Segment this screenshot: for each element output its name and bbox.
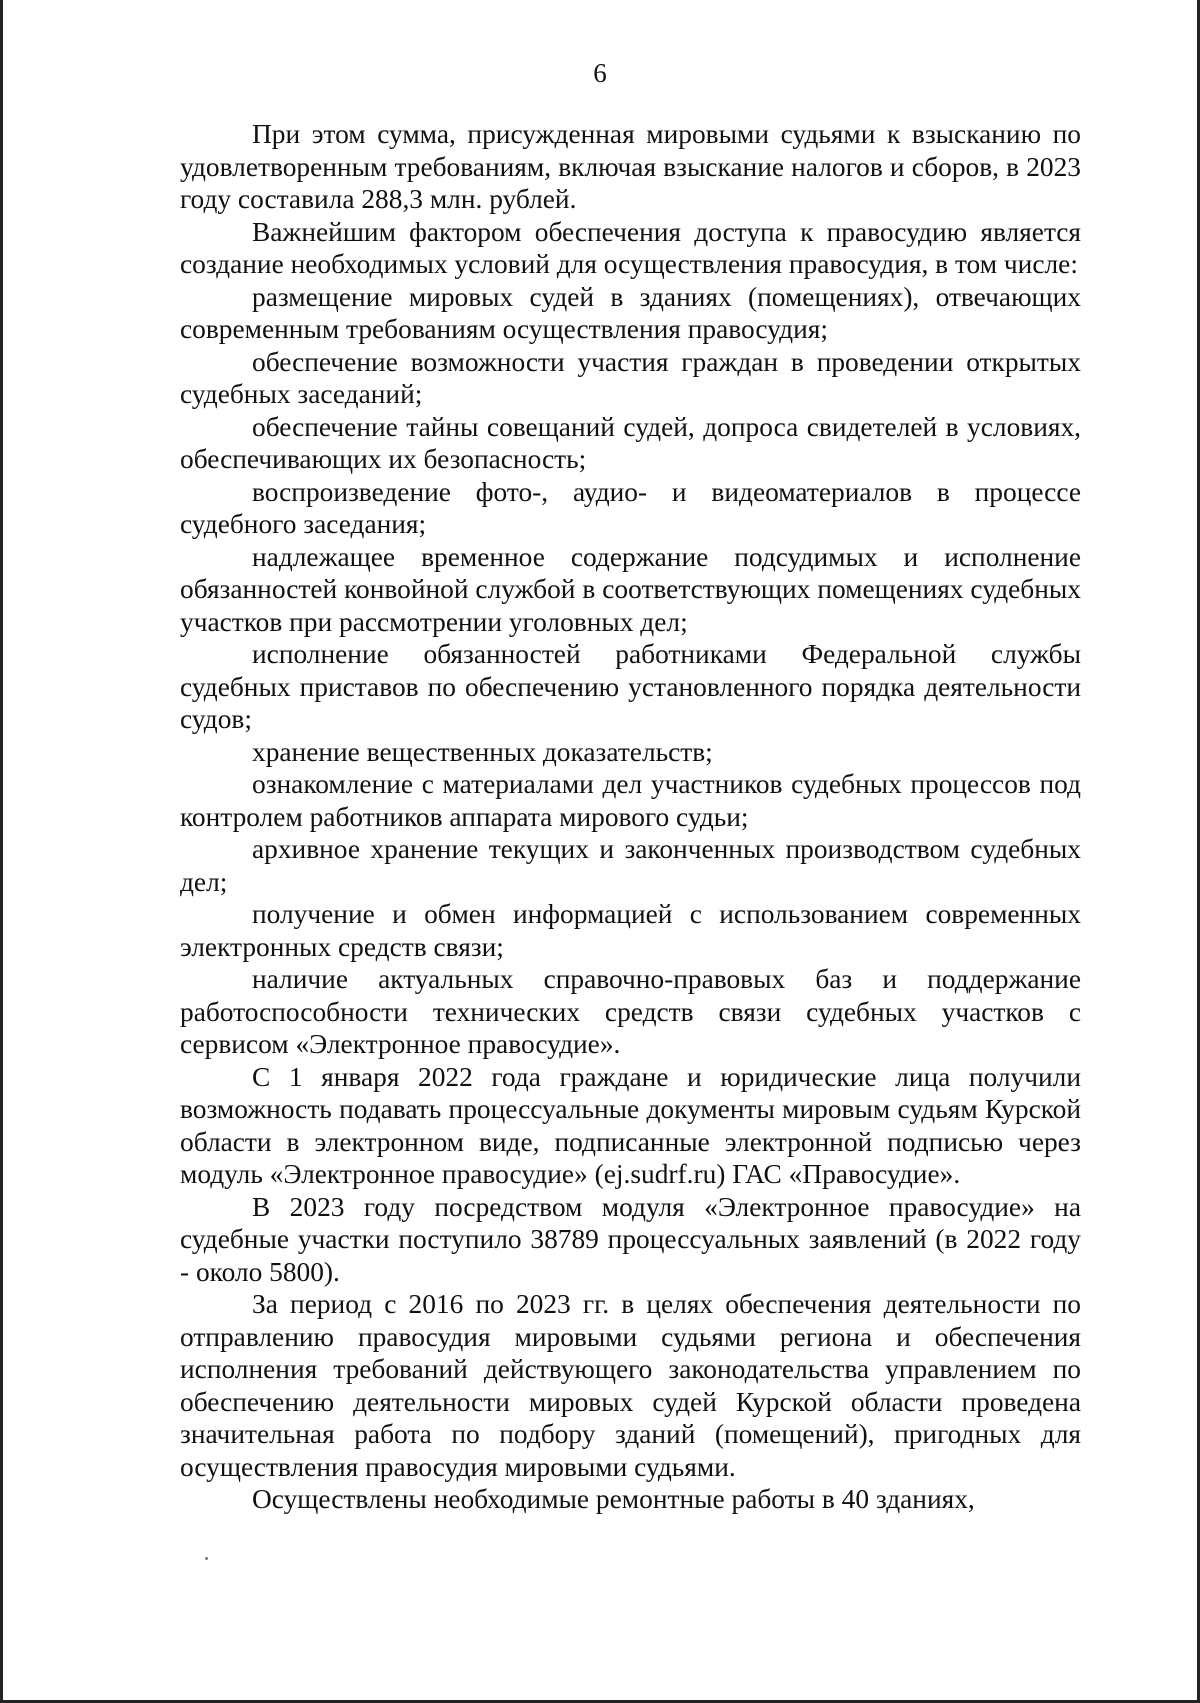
paragraph: За период с 2016 по 2023 гг. в целях обеспечения деятельности по отправлению правосудия мировыми судьями региона и обеспечения исполнения требований действующего законодательства управлением по обеспечению деятельности мировых судей Курской области проведена значительная работа по подбору зданий (помещений), пригодных для осуществления правосудия мировыми судьями. bbox=[180, 1289, 1081, 1482]
list-item: хранение вещественных доказательств; bbox=[252, 736, 713, 767]
list-item: обеспечение возможности участия граждан в проведении открытых судебных заседаний; bbox=[180, 346, 1081, 409]
list-item: ознакомление с материалами дел участников судебных процессов под контролем работников аппарата мирового судьи; bbox=[180, 769, 1081, 832]
list-item: наличие актуальных справочно-правовых баз и поддержание работоспособности технических средств связи судебных участков с сервисом «Электронное правосудие». bbox=[180, 964, 1081, 1059]
list-item: исполнение обязанностей работниками Федеральной службы судебных приставов по обеспечению установленного порядка деятельности судов; bbox=[180, 639, 1081, 734]
paragraph: При этом сумма, присужденная мировыми судьями к взысканию по удовлетворенным требованиям, включая взыскание налогов и сборов, в 2023 году составила 288,3 млн. рублей. bbox=[180, 119, 1081, 214]
document-body bbox=[180, 118, 1081, 1516]
list-item: получение и обмен информацией с использованием современных электронных средств связи; bbox=[180, 899, 1081, 962]
list-item: размещение мировых судей в зданиях (помещениях), отвечающих современным требованиям осуществления правосудия; bbox=[180, 281, 1081, 344]
paragraph: В 2023 году посредством модуля «Электронное правосудие» на судебные участки поступило 38789 процессуальных заявлений (в 2022 году - около 5800). bbox=[180, 1191, 1081, 1287]
scan-speck bbox=[205, 1557, 208, 1560]
page-number: 6 bbox=[593, 58, 607, 88]
paragraph: Осуществлены необходимые ремонтные работы в 40 зданиях, bbox=[252, 1484, 975, 1514]
paragraph: С 1 января 2022 года граждане и юридические лица получили возможность подавать процессуальные документы мировым судьям Курской области в электронном виде, подписанные электронной подписью через модуль «Электронное правосудие» (ej.sudrf.ru) ГАС «Правосудие». bbox=[180, 1061, 1081, 1189]
list-item: надлежащее временное содержание подсудимых и исполнение обязанностей конвойной службой в соответствующих помещениях судебных участков при рассмотрении уголовных дел; bbox=[180, 541, 1081, 637]
list-item: обеспечение тайны совещаний судей, допроса свидетелей в условиях, обеспечивающих их безопасность; bbox=[180, 411, 1081, 474]
list-item: архивное хранение текущих и законченных производством судебных дел; bbox=[180, 834, 1081, 897]
paragraph: Важнейшим фактором обеспечения доступа к правосудию является создание необходимых условий для осуществления правосудия, в том числе: bbox=[180, 216, 1081, 279]
list-item: воспроизведение фото-, аудио- и видеоматериалов в процессе судебного заседания; bbox=[180, 476, 1081, 539]
scan-edge-left bbox=[0, 0, 3, 1703]
